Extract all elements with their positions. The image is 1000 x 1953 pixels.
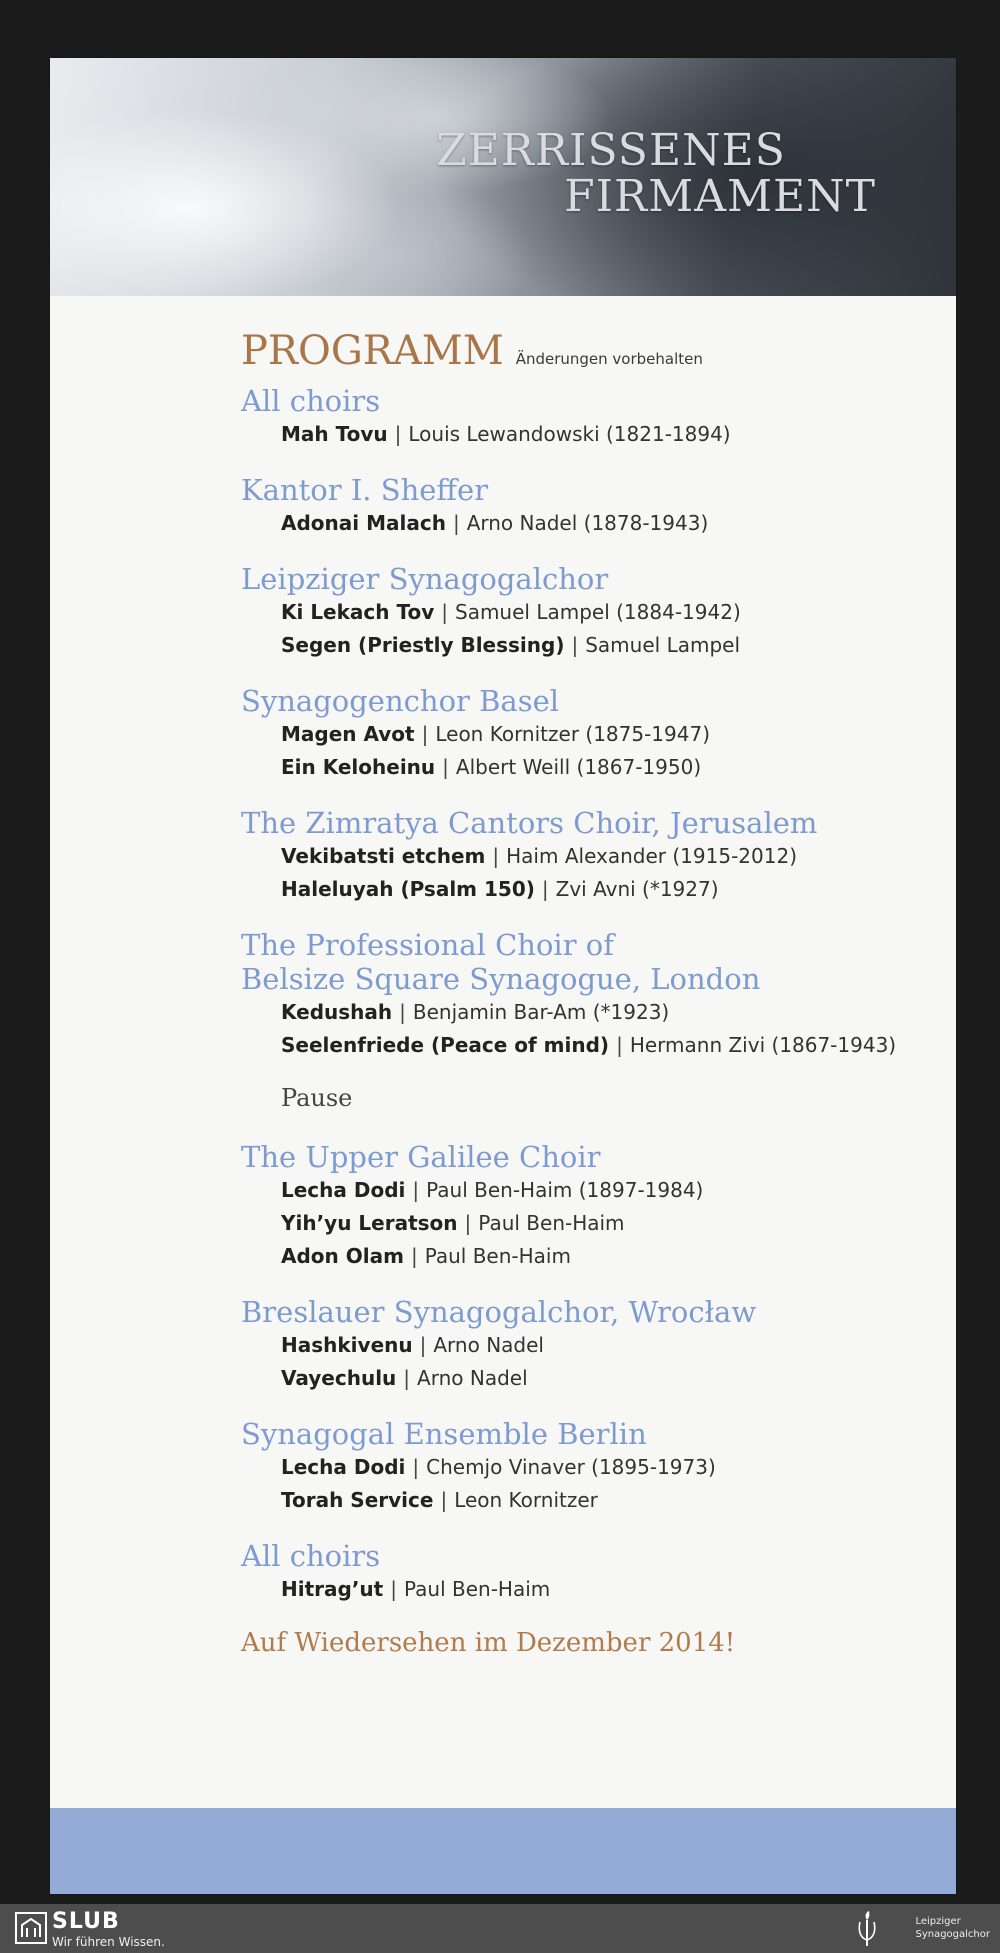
- separator: |: [452, 511, 460, 535]
- piece-composer: Arno Nadel: [417, 1366, 528, 1390]
- piece-composer: Haim Alexander (1915-2012): [506, 844, 797, 868]
- partner-logo-text: [915, 1915, 990, 1941]
- piece-composer: Zvi Avni (*1927): [555, 877, 719, 901]
- piece-title: Magen Avot: [281, 722, 415, 746]
- choir-name: Kantor I. Sheffer: [241, 473, 489, 507]
- piece-title: Vayechulu: [281, 1366, 397, 1390]
- separator: |: [412, 1178, 420, 1202]
- menorah-leaf-icon: [854, 1910, 880, 1948]
- piece-title: Haleluyah (Psalm 150): [281, 877, 535, 901]
- choir-name: All choirs: [241, 384, 381, 418]
- slub-tagline: Wir führen Wissen.: [52, 1935, 165, 1949]
- program-note: Änderungen vorbehalten: [515, 350, 703, 368]
- piece-row: [241, 1207, 941, 1240]
- footer-bar: [0, 1904, 1000, 1953]
- piece-title: Segen (Priestly Blessing): [281, 633, 565, 657]
- piece-row: [241, 596, 941, 629]
- choir-name-line2: Belsize Square Synagogue, London: [241, 962, 761, 996]
- piece-row: [241, 629, 941, 662]
- separator: |: [421, 722, 429, 746]
- piece-row: [241, 1484, 941, 1517]
- piece-title: Mah Tovu: [281, 422, 388, 446]
- separator: |: [492, 844, 500, 868]
- partner-line1: Leipziger: [915, 1916, 961, 1927]
- piece-composer: Paul Ben-Haim: [478, 1211, 625, 1235]
- slub-name: SLUB: [52, 1909, 120, 1934]
- piece-title: Lecha Dodi: [281, 1178, 406, 1202]
- choir-name: Breslauer Synagogalchor, Wrocław: [241, 1295, 757, 1329]
- separator: |: [403, 1366, 411, 1390]
- piece-title: Seelenfriede (Peace of mind): [281, 1033, 610, 1057]
- piece-row: [241, 996, 941, 1029]
- bottom-color-bar: [50, 1808, 956, 1894]
- piece-composer: Louis Lewandowski (1821-1894): [408, 422, 731, 446]
- farewell-message: Auf Wiedersehen im Dezember 2014!: [241, 1628, 736, 1658]
- separator: |: [464, 1211, 472, 1235]
- piece-row: [241, 1174, 941, 1207]
- choir-name-line1: The Professional Choir of: [241, 928, 614, 962]
- separator: |: [419, 1333, 427, 1357]
- separator: |: [394, 422, 402, 446]
- piece-title: Yih’yu Leratson: [281, 1211, 458, 1235]
- program-section: [241, 1295, 941, 1395]
- separator: |: [410, 1244, 418, 1268]
- separator: |: [541, 877, 549, 901]
- piece-title: Torah Service: [281, 1488, 434, 1512]
- separator: |: [441, 600, 448, 624]
- piece-composer: Leon Kornitzer (1875-1947): [435, 722, 711, 746]
- program-section: [241, 806, 941, 906]
- program-section: [241, 384, 941, 451]
- piece-row: [241, 507, 941, 540]
- piece-composer: Paul Ben-Haim: [403, 1577, 551, 1601]
- piece-title: Vekibatsti etchem: [281, 844, 486, 868]
- program-section: [241, 1539, 941, 1606]
- piece-composer: Samuel Lampel: [585, 633, 740, 657]
- separator: |: [442, 755, 449, 779]
- piece-composer: Leon Kornitzer: [454, 1488, 598, 1512]
- program-content: [241, 328, 941, 1658]
- separator: |: [390, 1577, 397, 1601]
- piece-row: [241, 1240, 941, 1273]
- choir-name: The Zimratya Cantors Choir, Jerusalem: [241, 806, 818, 840]
- piece-title: Ein Keloheinu: [281, 755, 436, 779]
- piece-composer: Albert Weill (1867-1950): [455, 755, 702, 779]
- piece-composer: Benjamin Bar-Am (*1923): [412, 1000, 670, 1024]
- piece-row: [241, 1362, 941, 1395]
- piece-title: Hitrag’ut: [281, 1577, 384, 1601]
- choir-name: The Upper Galilee Choir: [241, 1140, 601, 1174]
- separator: |: [440, 1488, 448, 1512]
- separator: |: [412, 1455, 420, 1479]
- piece-title: Hashkivenu: [281, 1333, 413, 1357]
- choir-name: Synagogenchor Basel: [241, 684, 560, 718]
- piece-title: Adon Olam: [281, 1244, 404, 1268]
- piece-row: [241, 1329, 941, 1362]
- piece-composer: Paul Ben-Haim: [424, 1244, 571, 1268]
- event-title: [436, 125, 876, 222]
- choir-name: Leipziger Synagogalchor: [241, 562, 609, 596]
- separator: |: [571, 633, 579, 657]
- separator: |: [616, 1033, 623, 1057]
- program-section: [241, 1140, 941, 1273]
- event-title-line2: FIRMAMENT: [564, 171, 876, 222]
- piece-title: Ki Lekach Tov: [281, 600, 435, 624]
- intermission: Pause: [281, 1084, 353, 1112]
- program-section: [241, 1417, 941, 1517]
- piece-row: [241, 418, 941, 451]
- piece-title: Kedushah: [281, 1000, 393, 1024]
- piece-composer: Samuel Lampel (1884-1942): [455, 600, 741, 624]
- program-card: [50, 58, 956, 1894]
- piece-row: [241, 840, 941, 873]
- choir-name: Synagogal Ensemble Berlin: [241, 1417, 647, 1451]
- piece-row: [241, 1573, 941, 1606]
- piece-row: [241, 751, 941, 784]
- sky-header-image: [50, 58, 956, 296]
- piece-row: [241, 873, 941, 906]
- program-section: [241, 562, 941, 662]
- piece-composer: Hermann Zivi (1867-1943): [629, 1033, 897, 1057]
- separator: |: [399, 1000, 406, 1024]
- piece-composer: Chemjo Vinaver (1895-1973): [426, 1455, 716, 1479]
- piece-row: [241, 718, 941, 751]
- event-title-line1: ZERRISSENES: [436, 125, 786, 176]
- program-title: PROGRAMM: [241, 328, 504, 374]
- piece-title: Lecha Dodi: [281, 1455, 406, 1479]
- program-section: [241, 928, 941, 1062]
- slub-logo-icon: [14, 1911, 48, 1945]
- piece-composer: Arno Nadel (1878-1943): [466, 511, 709, 535]
- partner-line2: Synagogalchor: [915, 1929, 990, 1940]
- piece-composer: Paul Ben-Haim (1897-1984): [426, 1178, 704, 1202]
- choir-name: All choirs: [241, 1539, 381, 1573]
- piece-title: Adonai Malach: [281, 511, 446, 535]
- piece-row: [241, 1451, 941, 1484]
- piece-composer: Arno Nadel: [433, 1333, 544, 1357]
- program-section: [241, 473, 941, 540]
- program-section: [241, 684, 941, 784]
- piece-row: [241, 1029, 941, 1062]
- program-header: [241, 328, 941, 374]
